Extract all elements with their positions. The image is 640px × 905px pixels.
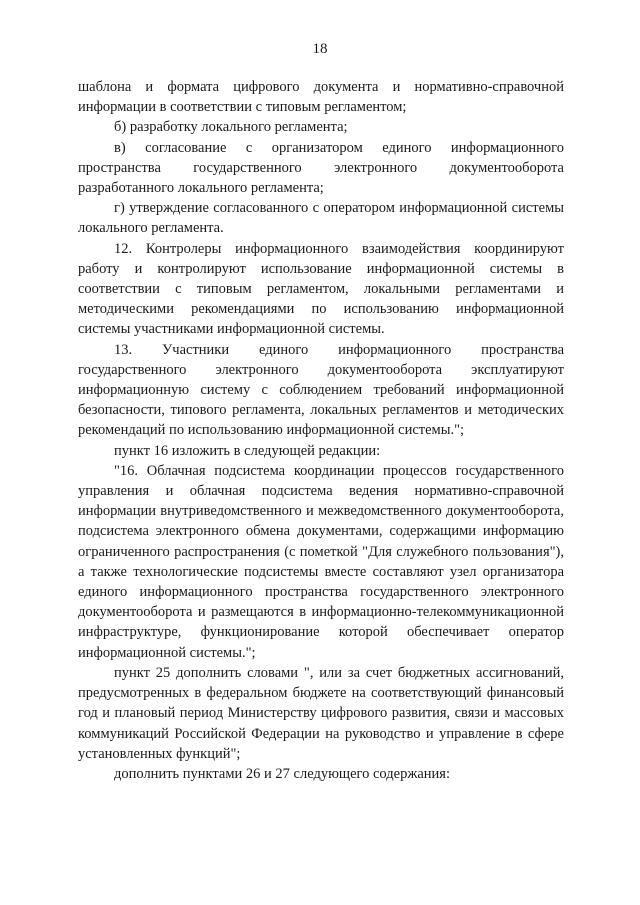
paragraph-item-g: г) утверждение согласованного с оператором информационной системы локального регламента. bbox=[78, 200, 564, 237]
paragraph-continuation: шаблона и формата цифрового документа и нормативно-справочной информации в соответствии с типовым регламентом; bbox=[78, 79, 564, 116]
paragraph-12: 12. Контролеры информационного взаимодействия координируют работу и контролируют использование информационной системы в соответствии с типовым регламентом, локальными регламентами и методическими рекомендациями по использованию информационной системы участниками информационной системы. bbox=[78, 240, 564, 338]
document-body bbox=[78, 77, 564, 784]
paragraph-item-v: в) согласование с организатором единого информационного пространства государственного электронного документооборота разработанного локального регламента; bbox=[78, 139, 564, 197]
page-number: 18 bbox=[312, 41, 328, 57]
paragraph-13: 13. Участники единого информационного пространства государственного электронного документооборота эксплуатируют информационную систему с соблюдением требований информационной безопасности, типового регламента, локальных регламентов и методических рекомендаций по использованию информационной системы."; bbox=[78, 341, 564, 439]
paragraph-points-26-27-intro: дополнить пунктами 26 и 27 следующего содержания: bbox=[114, 765, 450, 782]
paragraph-point-25: пункт 25 дополнить словами ", или за счет бюджетных ассигнований, предусмотренных в федеральном бюджете на соответствующий финансовый год и плановый период Министерству цифрового развития, связи и массовых коммуникаций Российской Федерации на руководство и управление в сфере установленных функций"; bbox=[78, 664, 564, 762]
paragraph-item-b: б) разработку локального регламента; bbox=[114, 119, 348, 136]
paragraph-point-16-intro: пункт 16 изложить в следующей редакции: bbox=[114, 442, 381, 459]
paragraph-16: "16. Облачная подсистема координации процессов государственного управления и облачная подсистема ведения нормативно-справочной информации внутриведомственного и межведомственного документооборота, подсистема электронного обмена документами, содержащими информацию ограниченного распространения (с пометкой "Для служебного пользования"), а также технологические подсистемы вместе составляют узел организатора единого информационного пространства государственного электронного документооборота и размещаются в информационно-телекоммуникационной инфраструктуре, функционирование которой обеспечивает оператор информационной системы."; bbox=[78, 462, 564, 661]
